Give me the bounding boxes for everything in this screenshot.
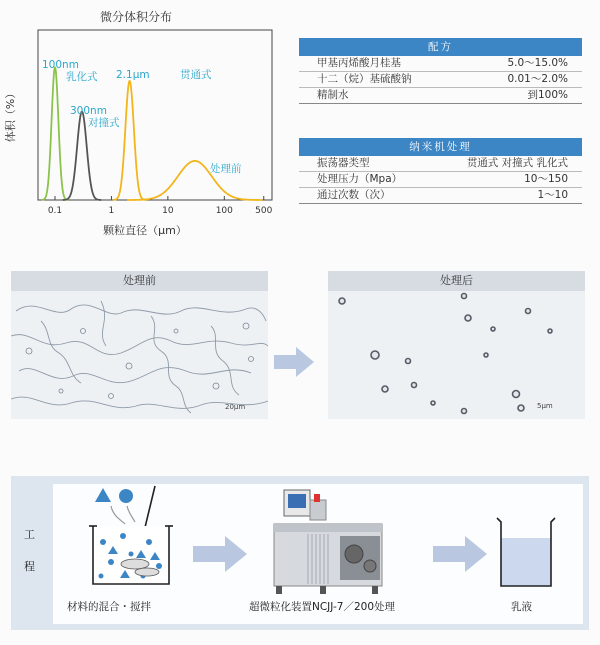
x-tick-label: 0.1 — [47, 206, 63, 216]
table-row: 甲基丙烯酸月桂基 5.0～15.0% — [299, 56, 582, 72]
series-annotation: 处理前 — [210, 163, 242, 175]
step-emulsion-label: 乳液 — [511, 601, 532, 613]
chart-title: 微分体积分布 — [100, 10, 173, 24]
x-tick-label: 500 — [255, 206, 273, 216]
micrograph-after-scale: 5μm — [537, 402, 553, 410]
formula-table-title: 配方 — [299, 38, 582, 56]
micrograph-after — [328, 271, 585, 419]
step-mixing-label: 材料的混合・搅拌 — [67, 601, 151, 613]
x-tick-label: 1 — [108, 206, 115, 216]
series-line — [127, 161, 262, 200]
y-axis-label: 体积（%） — [4, 87, 17, 143]
micrograph-before-image — [11, 291, 268, 419]
process-side-label-1: 工 — [24, 528, 35, 541]
nano-table-title: 纳米机处理 — [299, 138, 582, 156]
nano-machine-icon — [268, 484, 388, 596]
x-tick-label: 10 — [162, 206, 174, 216]
arrow-right-icon — [193, 534, 248, 574]
step-machine-label: 超微粒化装置NCJJ-7／200处理 — [249, 601, 396, 613]
table-row: 精制水 到100% — [299, 88, 582, 104]
arrow-right-icon — [433, 534, 488, 574]
table-row: 处理压力（Mpa） 10～150 — [299, 172, 582, 188]
table-row: 振荡器类型 贯通式 对撞式 乳化式 — [299, 156, 582, 172]
nano-processing-table — [299, 138, 582, 204]
mixing-vessel-icon — [83, 484, 178, 594]
beaker-icon — [485, 514, 565, 594]
micrograph-after-image — [328, 291, 585, 419]
series-annotation: 对撞式 — [88, 117, 120, 129]
formula-table — [299, 38, 582, 104]
micrograph-before-caption: 处理前 — [11, 271, 268, 291]
series-annotation: 贯通式 — [180, 69, 212, 81]
series-annotation: 300nm — [70, 105, 107, 117]
series-line — [41, 67, 68, 200]
process-side-label-2: 程 — [24, 560, 35, 573]
process-section — [11, 476, 589, 630]
series-annotation: 乳化式 — [66, 71, 98, 83]
micrograph-before — [11, 271, 268, 419]
process-steps — [53, 484, 583, 624]
volume-distribution-chart — [0, 22, 290, 247]
series-annotation: 100nm — [42, 59, 79, 71]
micrograph-before-scale: 20μm — [225, 403, 246, 411]
x-tick-label: 100 — [215, 206, 233, 216]
table-row: 十二（烷）基硫酸钠 0.01～2.0% — [299, 72, 582, 88]
micrograph-after-caption: 处理后 — [328, 271, 585, 291]
arrow-right-icon — [274, 345, 316, 379]
x-axis-label: 颗粒直径（μm） — [103, 224, 187, 237]
series-annotation: 2.1μm — [116, 69, 150, 81]
series-line — [113, 81, 147, 200]
table-row: 通过次数（次） 1～10 — [299, 188, 582, 204]
